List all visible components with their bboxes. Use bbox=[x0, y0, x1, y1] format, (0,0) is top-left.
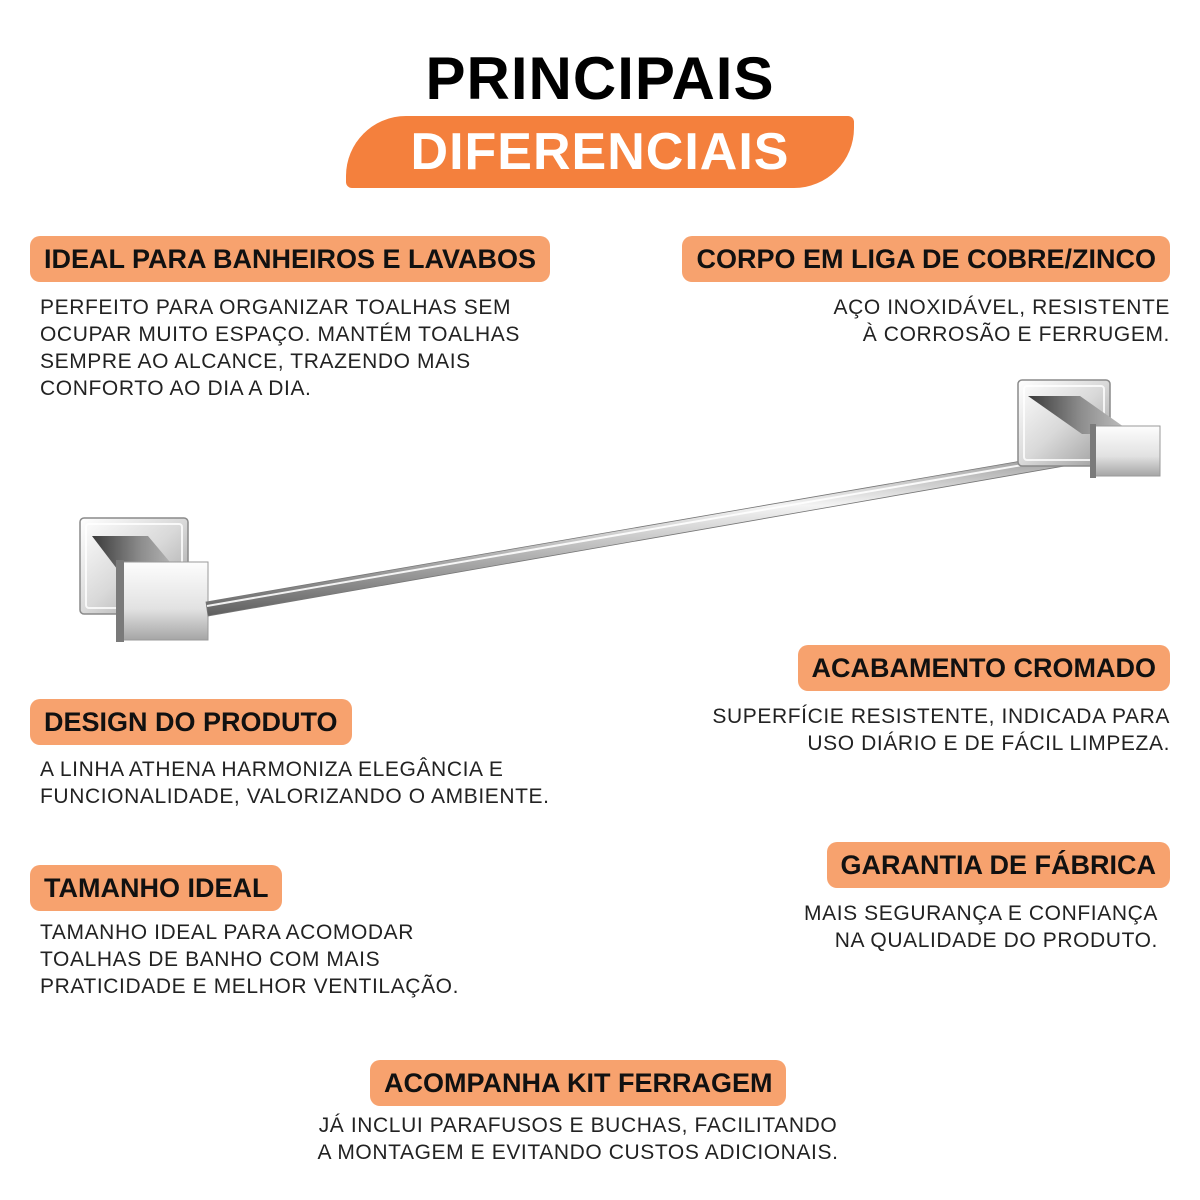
feature-tag-chrome-finish: ACABAMENTO CROMADO bbox=[798, 645, 1171, 691]
feature-desc-hardware-kit: JÁ INCLUI PARAFUSOS E BUCHAS, FACILITANDO A MONTAGEM E EVITANDO CUSTOS ADICIONAIS. bbox=[317, 1114, 839, 1164]
feature-desc-ideal-size: TAMANHO IDEAL PARA ACOMODAR TOALHAS DE BANHO COM MAIS PRATICIDADE E MELHOR VENTILAÇÃO. bbox=[40, 921, 460, 998]
feature-desc-bathrooms: PERFEITO PARA ORGANIZAR TOALHAS SEM OCUPAR MUITO ESPAÇO. MANTÉM TOALHAS SEMPRE AO ALCANCE, TRAZENDO MAIS CONFORTO AO DIA A DIA. bbox=[40, 296, 520, 400]
page-title: PRINCIPAIS bbox=[425, 45, 775, 112]
title-badge-text: DIFERENCIAIS bbox=[410, 123, 790, 181]
feature-tag-ideal-size: TAMANHO IDEAL bbox=[30, 865, 282, 911]
feature-desc-body-material: AÇO INOXIDÁVEL, RESISTENTE À CORROSÃO E FERRUGEM. bbox=[833, 296, 1170, 346]
feature-tag-body-material: CORPO EM LIGA DE COBRE/ZINCO bbox=[682, 236, 1170, 282]
right-bracket bbox=[1018, 380, 1160, 478]
feature-tag-warranty: GARANTIA DE FÁBRICA bbox=[827, 842, 1170, 888]
left-bracket bbox=[80, 518, 208, 642]
feature-desc-design: A LINHA ATHENA HARMONIZA ELEGÂNCIA E FUNCIONALIDADE, VALORIZANDO O AMBIENTE. bbox=[40, 758, 550, 808]
title-badge bbox=[346, 116, 854, 188]
feature-tag-design: DESIGN DO PRODUTO bbox=[30, 699, 352, 745]
feature-desc-chrome-finish: SUPERFÍCIE RESISTENTE, INDICADA PARA USO DIÁRIO E DE FÁCIL LIMPEZA. bbox=[712, 705, 1170, 755]
feature-desc-warranty: MAIS SEGURANÇA E CONFIANÇA NA QUALIDADE DO PRODUTO. bbox=[804, 902, 1158, 952]
feature-tag-hardware-kit: ACOMPANHA KIT FERRAGEM bbox=[370, 1060, 786, 1106]
feature-tag-bathrooms: IDEAL PARA BANHEIROS E LAVABOS bbox=[30, 236, 550, 282]
